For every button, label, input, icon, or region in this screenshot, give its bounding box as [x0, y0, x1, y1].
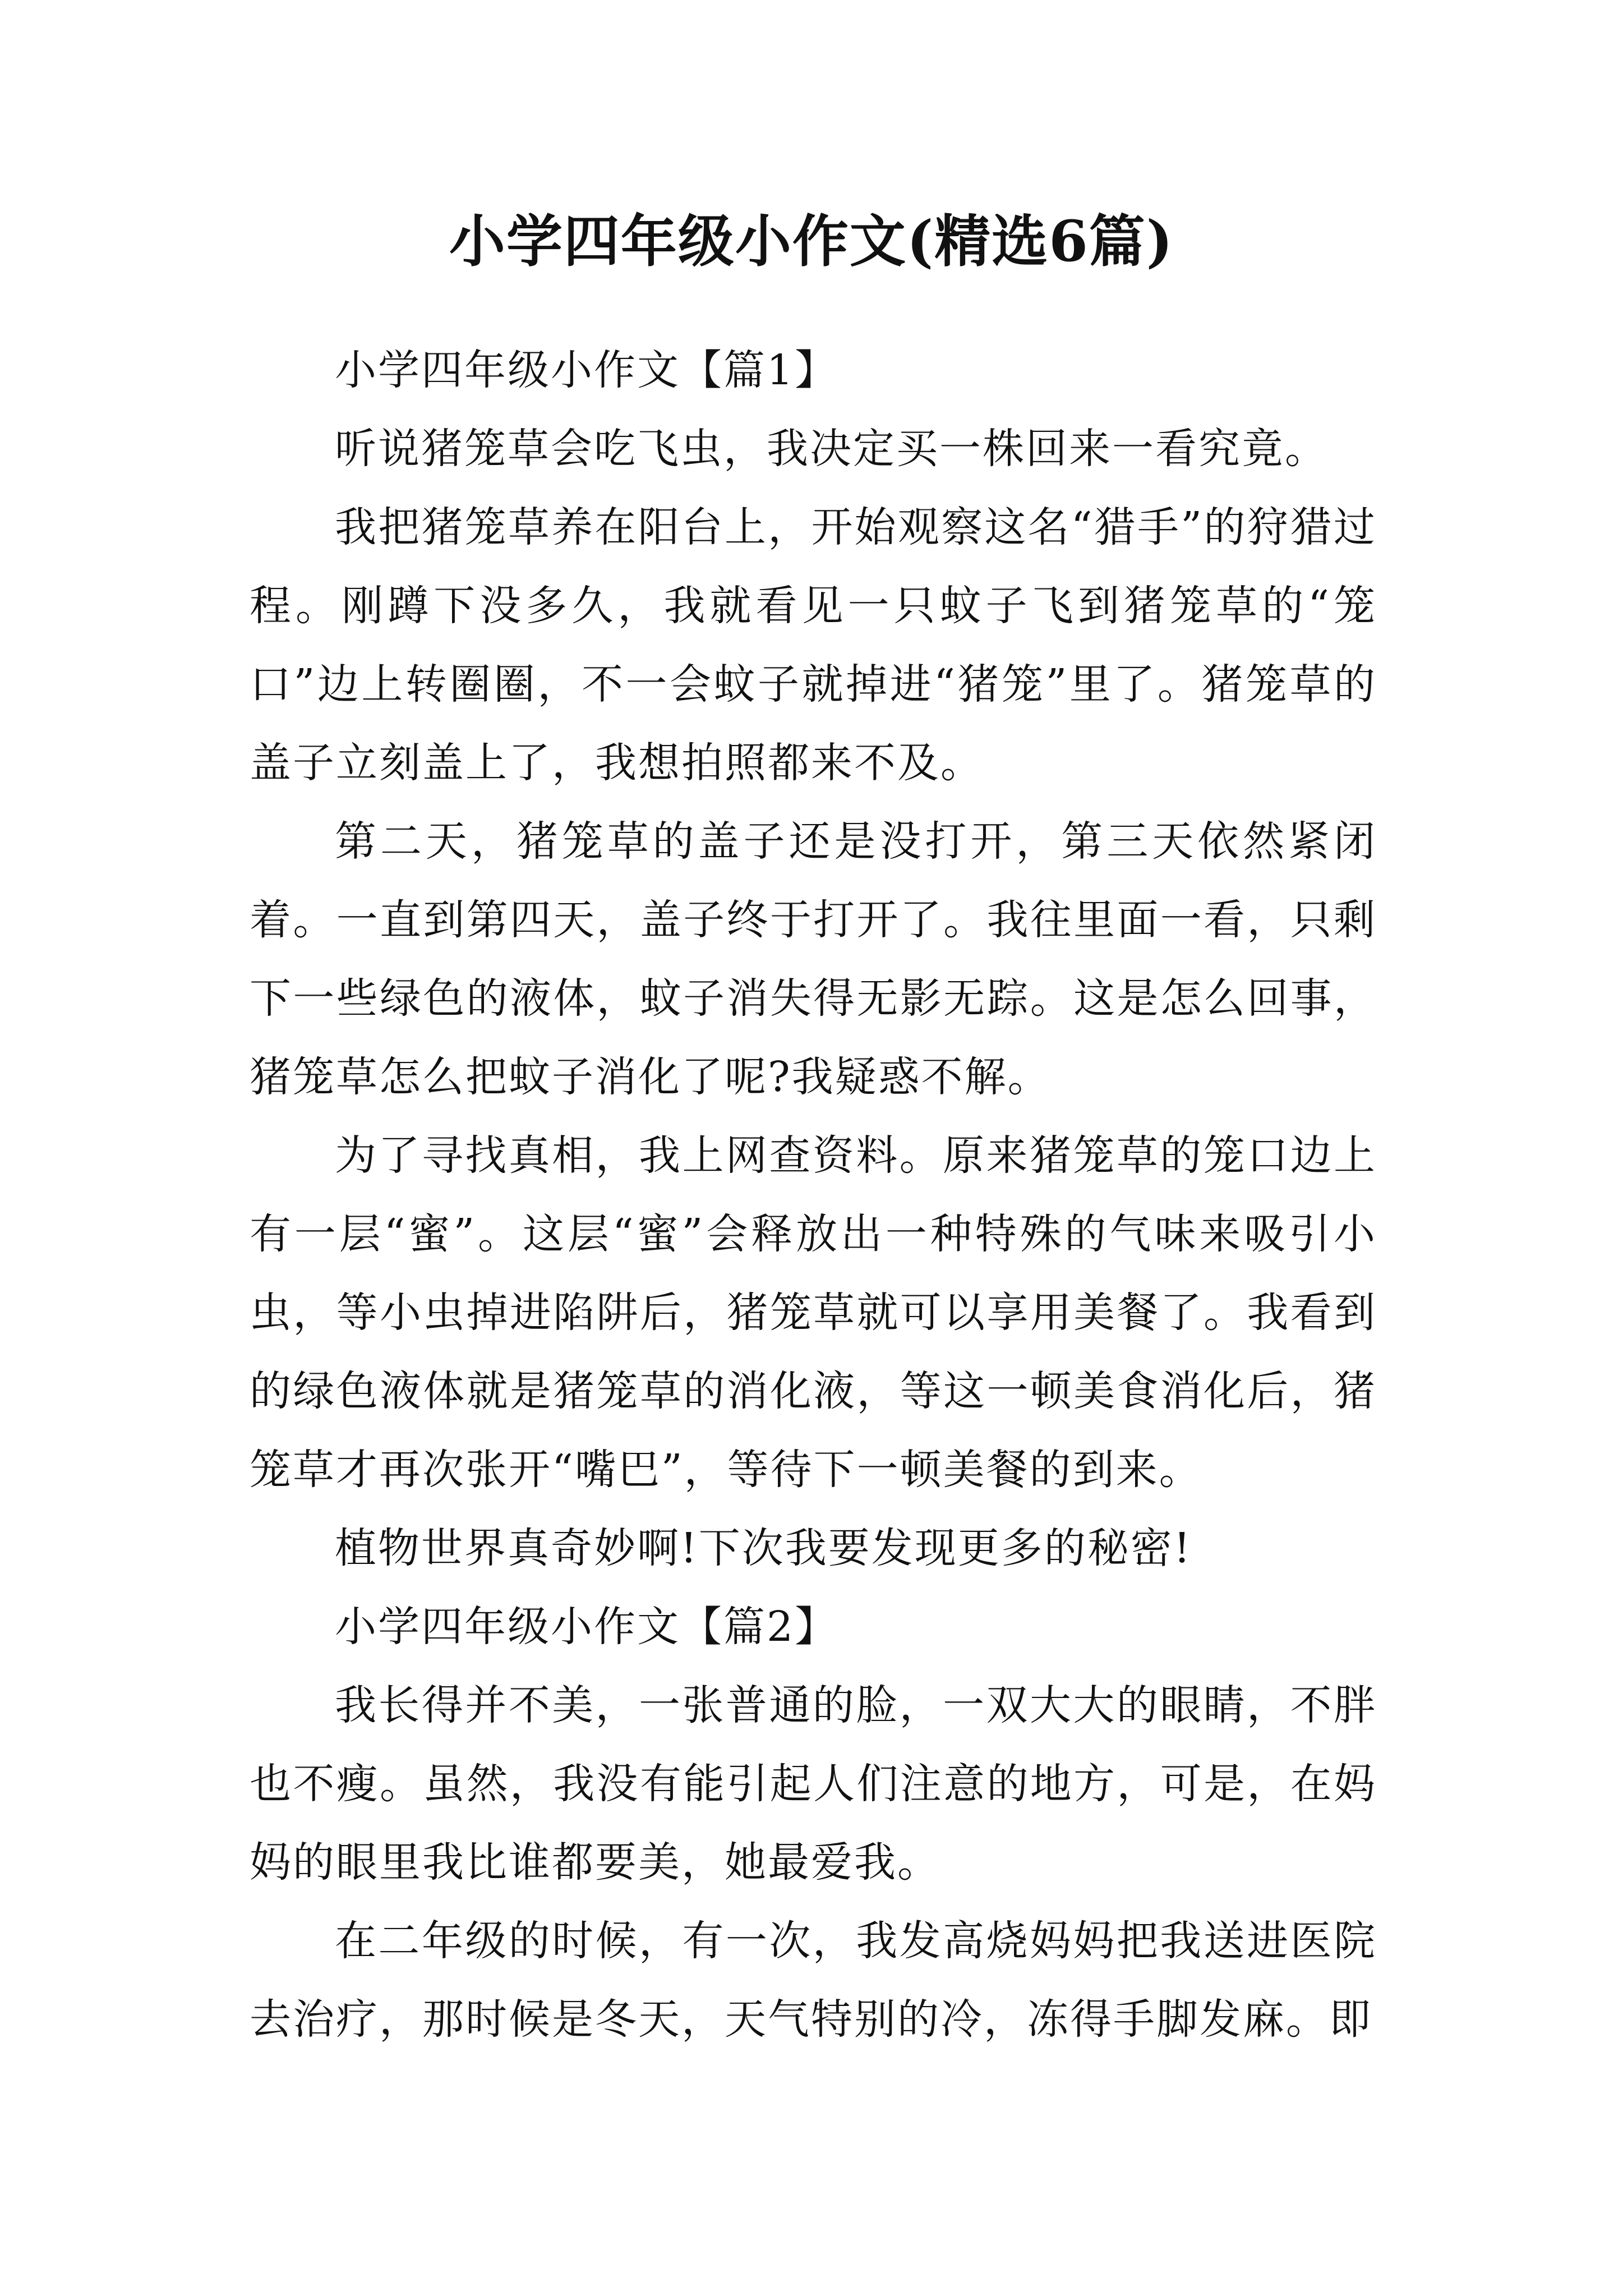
paragraph: 我把猪笼草养在阳台上，开始观察这名“猎手”的狩猎过程。刚蹲下没多久，我就看见一只蚊子飞到猪笼草的“笼口”边上转圈圈，不一会蚊子就掉进“猪笼”里了。猪笼草的盖子立刻盖上了，我想拍照都来不及。	[250, 503, 1377, 787]
paragraph: 第二天，猪笼草的盖子还是没打开，第三天依然紧闭着。一直到第四天，盖子终于打开了。我往里面一看，只剩下一些绿色的液体，蚊子消失得无影无踪。这是怎么回事，猪笼草怎么把蚊子消化了呢?我疑惑不解。	[250, 817, 1377, 1101]
paragraph: 在二年级的时候，有一次，我发高烧妈妈把我送进医院去治疗，那时候是冬天，天气特别的冷，冻得手脚发麻。即	[250, 1917, 1377, 2044]
section-heading-2: 小学四年级小作文【篇2】	[335, 1603, 838, 1651]
paragraph: 为了寻找真相，我上网查资料。原来猪笼草的笼口边上有一层“蜜”。这层“蜜”会释放出一种特殊的气味来吸引小虫，等小虫掉进陷阱后，猪笼草就可以享用美餐了。我看到的绿色液体就是猪笼草的消化液，等这一顿美食消化后，猪笼草才再次张开“嘴巴”，等待下一顿美餐的到来。	[250, 1131, 1377, 1494]
paragraph: 我长得并不美，一张普通的脸，一双大大的眼睛，不胖也不瘦。虽然，我没有能引起人们注意的地方，可是，在妈妈的眼里我比谁都要美，她最爱我。	[250, 1681, 1377, 1887]
section-heading-1: 小学四年级小作文【篇1】	[335, 346, 838, 394]
paragraph: 听说猪笼草会吃飞虫，我决定买一株回来一看究竟。	[335, 425, 1328, 473]
document-body	[250, 331, 1377, 2059]
document-title: 小学四年级小作文(精选6篇)	[449, 208, 1174, 274]
paragraph: 植物世界真奇妙啊!下次我要发现更多的秘密!	[335, 1524, 1192, 1572]
